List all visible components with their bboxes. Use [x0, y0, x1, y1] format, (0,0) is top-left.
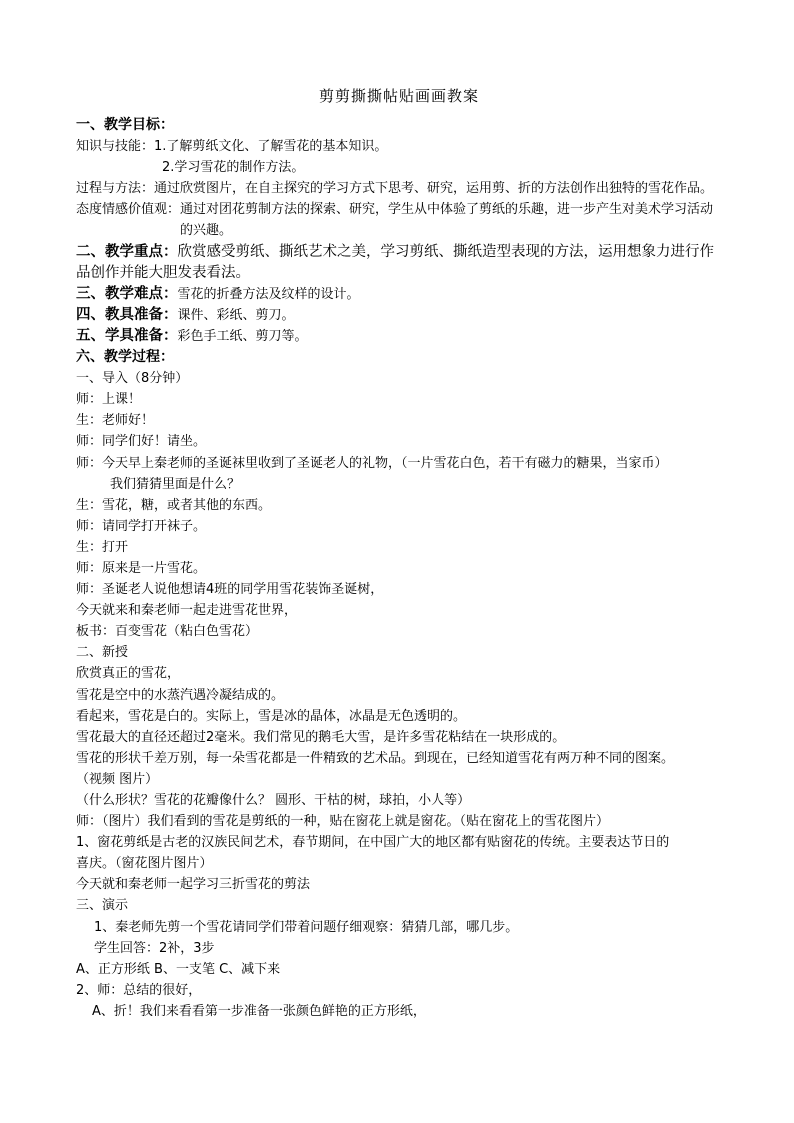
process-line: 生：打开 [76, 539, 129, 555]
goal-knowledge [76, 136, 722, 157]
process-line: 师：上课！ [76, 392, 142, 408]
process-line: 2、师：总结的很好， [76, 982, 202, 998]
process-line: 师：原来是一片雪花。 [76, 560, 207, 576]
process-line: 师：请同学打开袜子。 [76, 518, 207, 534]
process-line: A、折！我们来看看第一步准备一张颜色鲜艳的正方形纸， [92, 1003, 426, 1019]
document-page [76, 86, 722, 1022]
process-line: 一、导入（8分钟） [76, 371, 189, 387]
process-line: 我们猜猜里面是什么？ [110, 476, 241, 492]
process-line: （什么形状？雪花的花瓣像什么？ 圆形、干枯的树，球拍，小人等） [76, 793, 471, 808]
process-line: 板书：百变雪花（粘白色雪花） [76, 624, 259, 640]
process-line: 学生回答：2补，3步 [94, 940, 215, 956]
goal-attitude-label: 态度情感价值观： [76, 202, 181, 218]
process-line: 喜庆。（窗花图片图片） [76, 856, 213, 872]
section-heading-goals: 一、教学目标： [76, 117, 174, 133]
process-line: 看起来，雪花是白的。实际上，雪是冰的晶体，冰晶是无色透明的。 [76, 708, 467, 724]
section-difficulties [76, 284, 722, 305]
goal-knowledge-label: 知识与技能： [76, 139, 155, 155]
section-teaching-aids [76, 305, 722, 326]
process-line: 三、演示 [76, 898, 129, 914]
goal-knowledge-item-2: 2.学习雪花的制作方法。 [162, 160, 305, 176]
section-heading-teaching-aids: 四、教具准备： [76, 306, 178, 323]
process-line: 今天就来和秦老师一起走进雪花世界， [76, 603, 298, 619]
section-heading-student-materials: 五、学具准备： [76, 327, 178, 344]
difficulties-text: 雪花的折叠方法及纹样的设计。 [177, 286, 360, 302]
goal-process-label: 过程与方法： [76, 181, 155, 197]
process-line: 雪花的形状千差万别，每一朵雪花都是一件精致的艺术品。到现在，已经知道雪花有两万种不同的图案。 [76, 750, 675, 766]
process-line: 师：（图片）我们看到的雪花是剪纸的一种，贴在窗花上就是窗花。（贴在窗花上的雪花图片） [76, 814, 610, 830]
section-heading-process: 六、教学过程： [76, 349, 174, 366]
process-line: 雪花最大的直径还超过2毫米。我们常见的鹅毛大雪，是许多雪花粘结在一块形成的。 [76, 729, 566, 745]
process-line: 生：雪花，糖，或者其他的东西。 [76, 497, 272, 513]
process-line: 师：同学们好！请坐。 [76, 434, 207, 450]
process-line: 生：老师好！ [76, 413, 155, 429]
section-student-materials [76, 326, 722, 347]
process-line: 师：今天早上秦老师的圣诞袜里收到了圣诞老人的礼物，（一片雪花白色，若干有磁力的糖果，当家币） [76, 455, 668, 471]
student-materials-text: 彩色手工纸、剪刀等。 [177, 328, 308, 344]
section-key-points [76, 242, 722, 284]
section-heading-difficulties: 三、教学难点： [76, 285, 178, 302]
page-title: 剪剪撕撕帖贴画画教案 [318, 87, 479, 105]
goal-process [76, 178, 722, 199]
process-line: 欣赏真正的雪花， [76, 666, 181, 682]
goal-knowledge-item-1: 1.了解剪纸文化、了解雪花的基本知识。 [154, 139, 388, 155]
process-line: 雪花是空中的水蒸汽遇冷凝结成的。 [76, 687, 285, 703]
goal-attitude [76, 199, 722, 241]
teaching-aids-text: 课件、彩纸、剪刀。 [177, 307, 295, 323]
process-line: A、正方形纸 B、一支笔 C、减下来 [76, 961, 281, 977]
section-heading-key-points: 二、教学重点： [76, 243, 178, 260]
goal-attitude-text: 通过对团花剪制方法的探索、研究，学生从中体验了剪纸的乐趣，进一步产生对美术学习活动的兴趣。 [180, 202, 714, 239]
process-line: 二、新授 [76, 645, 129, 661]
goal-process-text: 通过欣赏图片，在自主探究的学习方式下思考、研究，运用剪、折的方法创作出独特的雪花作品。 [154, 181, 714, 197]
process-line: 1、秦老师先剪一个雪花请同学们带着问题仔细观察：猜猜几部，哪几步。 [94, 919, 519, 935]
process-line: （视频 图片） [76, 771, 159, 787]
process-line: 1、窗花剪纸是古老的汉族民间艺术，春节期间，在中国广大的地区都有贴窗花的传统。主要表达节日的 [76, 835, 670, 851]
key-points-text: 欣赏感受剪纸、撕纸艺术之美，学习剪纸、撕纸造型表现的方法，运用想象力进行作品创作并能大胆发表看法。 [76, 243, 714, 281]
process-line: 师：圣诞老人说他想请4班的同学用雪花装饰圣诞树， [76, 582, 384, 598]
process-line: 今天就和秦老师一起学习三折雪花的剪法 [76, 877, 311, 893]
